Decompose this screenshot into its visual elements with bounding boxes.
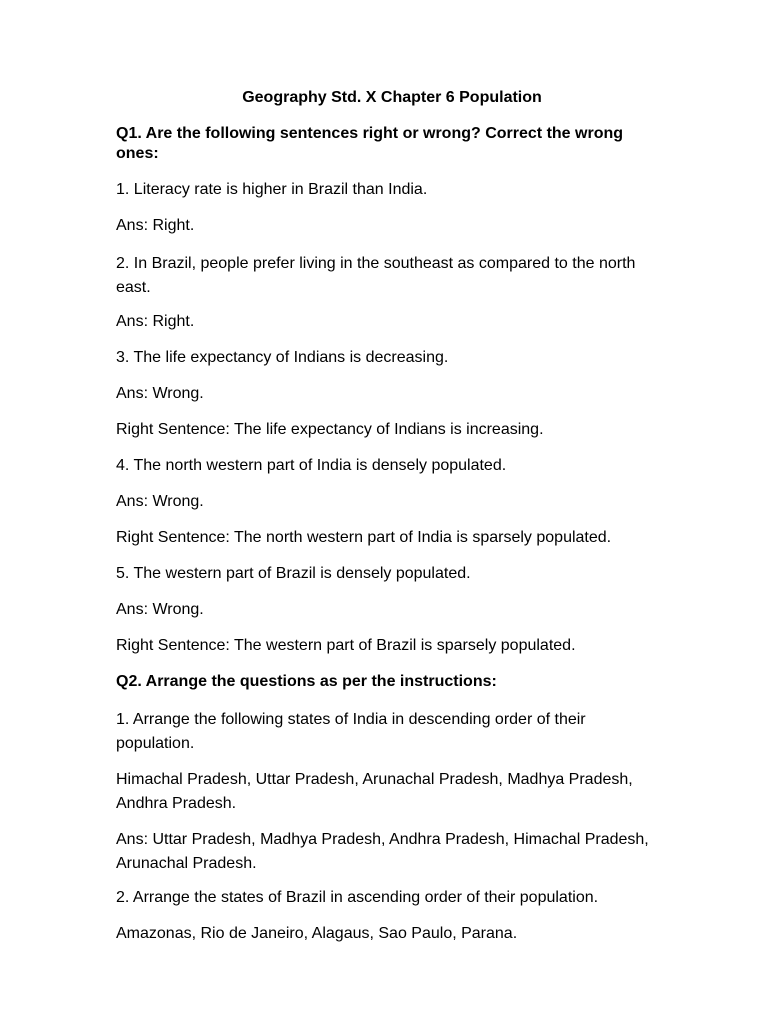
q1-answer-2: Ans: Right. <box>116 313 195 330</box>
q2-list-2: Amazonas, Rio de Janeiro, Alagaus, Sao Paulo, Parana. <box>116 925 518 942</box>
q1-correction-5: Right Sentence: The western part of Brazil is sparsely populated. <box>116 637 576 654</box>
q1-answer-1: Ans: Right. <box>116 217 195 234</box>
q1-statement-4: 4. The north western part of India is densely populated. <box>116 457 507 474</box>
q1-answer-5: Ans: Wrong. <box>116 601 204 618</box>
document-body <box>116 88 664 960</box>
q1-correction-3: Right Sentence: The life expectancy of Indians is increasing. <box>116 421 544 438</box>
q1-answer-3: Ans: Wrong. <box>116 385 204 402</box>
q2-answer-1: Ans: Uttar Pradesh, Madhya Pradesh, Andhra Pradesh, Himachal Pradesh, Arunachal Pradesh. <box>116 831 649 872</box>
q1-answer-4: Ans: Wrong. <box>116 493 204 510</box>
q1-statement-2: 2. In Brazil, people prefer living in the southeast as compared to the north east. <box>116 255 636 296</box>
q1-statement-5: 5. The western part of Brazil is densely populated. <box>116 565 471 582</box>
q1-heading: Q1. Are the following sentences right or wrong? Correct the wrong ones: <box>116 125 624 162</box>
q2-instruction-1: 1. Arrange the following states of India in descending order of their population. <box>116 711 586 752</box>
q1-statement-1: 1. Literacy rate is higher in Brazil than India. <box>116 181 428 198</box>
q1-statement-3: 3. The life expectancy of Indians is decreasing. <box>116 349 449 366</box>
q2-list-1: Himachal Pradesh, Uttar Pradesh, Arunachal Pradesh, Madhya Pradesh, Andhra Pradesh. <box>116 771 633 812</box>
q1-correction-4: Right Sentence: The north western part of India is sparsely populated. <box>116 529 612 546</box>
document-title: Geography Std. X Chapter 6 Population <box>242 89 542 106</box>
q2-heading: Q2. Arrange the questions as per the instructions: <box>116 673 497 690</box>
q2-instruction-2: 2. Arrange the states of Brazil in ascending order of their population. <box>116 889 599 906</box>
